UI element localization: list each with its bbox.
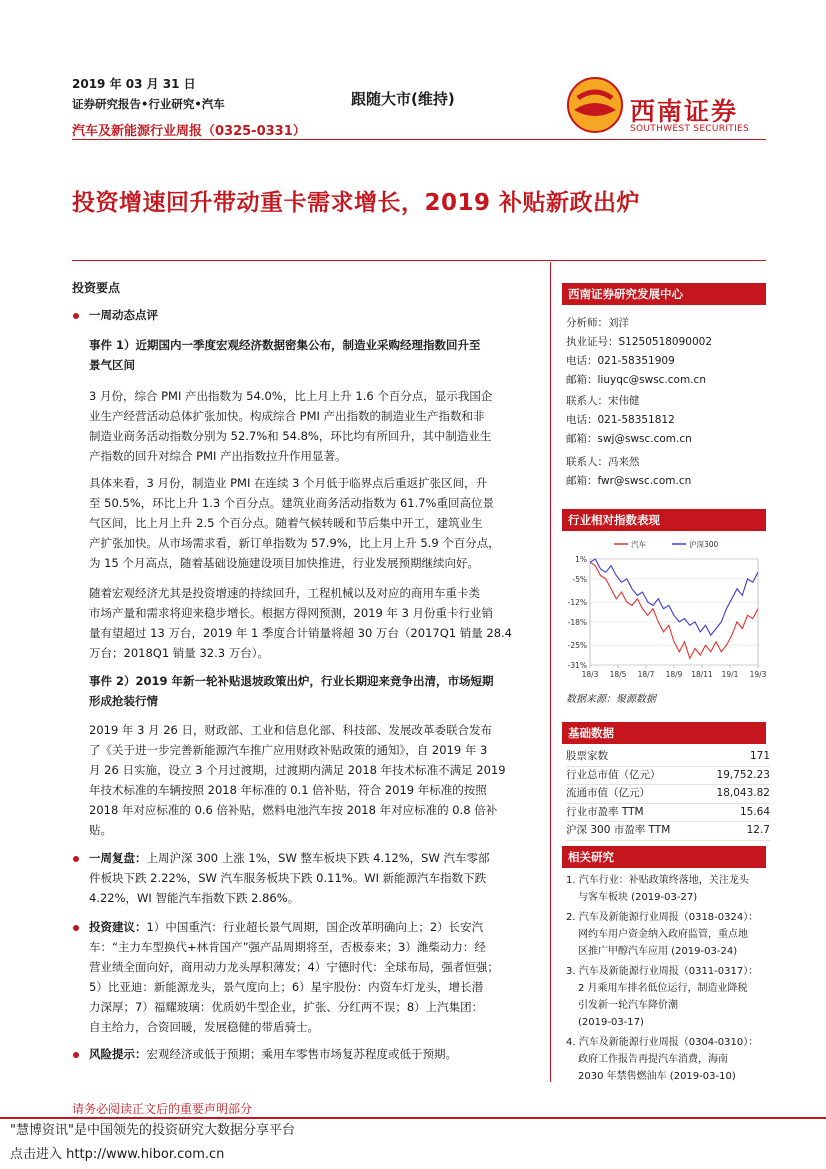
list-item-line: 与客车板块 (2019-03-27) bbox=[578, 892, 698, 903]
x-tick-label: 18/9 bbox=[665, 670, 683, 679]
related-research-list bbox=[566, 872, 770, 1085]
logo-en: SOUTHWEST SECURITIES bbox=[630, 124, 750, 134]
row-value: 18,043.82 bbox=[716, 787, 770, 799]
relative-index-chart bbox=[562, 535, 766, 685]
event2-title bbox=[89, 671, 541, 711]
advice-line: 营业绩全面向好，商用动力龙头厚积薄发；4）宁德时代：全球布局，强者恒强； bbox=[89, 960, 499, 974]
x-tick-label: 18/7 bbox=[637, 670, 655, 679]
row-key: 行业市盈率 TTM bbox=[566, 805, 644, 818]
p2-line: 气区间，比上月上升 2.5 个百分点。随着气候转暖和节后集中开工，建筑业生 bbox=[89, 516, 483, 530]
risk-text: 宏观经济或低于预期；乘用车零售市场复苏程度或低于预期。 bbox=[146, 1047, 457, 1061]
p2-line: 具体来看，3 月份，制造业 PMI 在连续 3 个月低于临界点后重返扩张区间，升 bbox=[89, 476, 488, 490]
p3-line: 市场产量和需求将迎来稳步增长。根据方得网预测，2019 年 3 月份重卡行业销 bbox=[89, 606, 494, 620]
table-row bbox=[566, 748, 770, 767]
paragraph-4 bbox=[89, 720, 541, 840]
y-tick-label: -5% bbox=[572, 574, 587, 584]
risk-label: 风险提示： bbox=[89, 1047, 147, 1061]
advice-line: 1）中国重汽：行业超长景气周期，国企改革明确向上；2）长安汽 bbox=[146, 920, 484, 934]
analyst-line: 执业证号：S1250518090002 bbox=[566, 336, 713, 348]
list-item-line: 政府工作报告再提汽车消费，海南 bbox=[578, 1054, 728, 1065]
advice-line: 力深厚；7）福耀玻璃：优质奶牛型企业，扩张、分红两不误；8）上汽集团： bbox=[89, 1000, 484, 1014]
column-divider bbox=[550, 262, 551, 1082]
risk-warning bbox=[89, 1044, 541, 1064]
analyst-line: 电话：021-58351909 bbox=[566, 355, 675, 367]
title-rule bbox=[72, 260, 766, 261]
p4-line: 年技术标准的车辆按照 2018 年标准的 0.1 倍补贴，符合 2019 年标准的按照 bbox=[89, 783, 487, 797]
paragraph-2 bbox=[89, 473, 541, 573]
watermark-line: "慧博资讯"是中国领先的投资研究大数据分享平台 bbox=[10, 1123, 295, 1138]
x-tick-label: 18/3 bbox=[581, 670, 599, 679]
contact-email[interactable]: 邮箱：swj@swsc.com.cn bbox=[566, 433, 692, 445]
advice-line: 5）比亚迪：新能源龙头，景气度向上；6）星宇股份：内资车灯龙头，增长潜 bbox=[89, 980, 484, 994]
row-key: 沪深 300 市盈率 TTM bbox=[566, 824, 671, 836]
logo-icon bbox=[566, 76, 624, 134]
chart-source: 数据来源：聚源数据 bbox=[566, 694, 656, 705]
row-key: 股票家数 bbox=[566, 750, 608, 762]
list-item-line: 引发新一轮汽车降价潮 bbox=[578, 1000, 678, 1011]
event1-title bbox=[89, 335, 541, 375]
event1-title-l2: 景气区间 bbox=[89, 358, 135, 372]
p3-line: 万台；2018Q1 销量 32.3 万台）。 bbox=[89, 646, 269, 660]
table-row bbox=[566, 785, 770, 804]
list-item-line: 2030 年禁售燃油车 (2019-03-10) bbox=[578, 1071, 736, 1082]
related-research-header: 相关研究 bbox=[562, 846, 766, 868]
bullet-weekly-review: 一周动态点评 bbox=[89, 308, 158, 322]
advice-line: 车：“主力车型换代+林肯国产”强产品周期将至，否极泰来；3）潍柴动力：经 bbox=[89, 940, 486, 954]
logo-cn: 西南证券 bbox=[630, 97, 739, 126]
paragraph-3 bbox=[89, 583, 541, 663]
p4-line: 2019 年 3 月 26 日，财政部、工业和信息化部、科技部、发展改革委联合发布 bbox=[89, 723, 492, 737]
list-item-line: (2019-03-17) bbox=[578, 1017, 644, 1028]
x-tick-label: 18/5 bbox=[609, 670, 627, 679]
basic-data-table bbox=[566, 748, 770, 841]
section-title: 投资要点 bbox=[72, 281, 121, 295]
paragraph-1 bbox=[89, 386, 541, 466]
weekly-title: 汽车及新能源行业周报（0325-0331） bbox=[72, 124, 306, 139]
list-item-line: 网约车用户资金纳入政府监管，重点地 bbox=[578, 929, 748, 940]
review-line: 上周沪深 300 上涨 1%，SW 整车板块下跌 4.12%，SW 汽车零部 bbox=[146, 851, 490, 865]
legend-label: 沪深300 bbox=[689, 540, 719, 549]
y-tick-label: 1% bbox=[575, 555, 587, 564]
contact-email[interactable]: 邮箱：fwr@swsc.com.cn bbox=[566, 475, 692, 487]
list-item[interactable] bbox=[566, 872, 770, 906]
analyst-email[interactable]: 邮箱：liuyqc@swsc.com.cn bbox=[566, 374, 706, 386]
report-type: 证券研究报告•行业研究•汽车 bbox=[72, 97, 225, 111]
bullet-icon bbox=[73, 1052, 79, 1058]
p4-line: 2018 年对应标准的 0.6 倍补贴，燃料电池汽车按 2018 年对应标准的 0.8 倍补 bbox=[89, 803, 498, 817]
p2-line: 产扩张加快。从市场需求看，新订单指数为 57.9%，比上月上升 5.9 个百分点， bbox=[89, 536, 500, 550]
contact-line: 联系人：宋伟健 bbox=[566, 395, 640, 407]
report-date: 2019 年 03 月 31 日 bbox=[72, 77, 196, 91]
event2-title-l2: 形成抢装行情 bbox=[89, 694, 158, 708]
review-label: 一周复盘： bbox=[89, 851, 147, 865]
y-tick-label: -31% bbox=[567, 661, 587, 670]
p4-line: 贴。 bbox=[89, 823, 112, 837]
p1-line: 3 月份，综合 PMI 产出指数为 54.0%，比上月上升 1.6 个百分点，显示我国企 bbox=[89, 389, 493, 403]
table-row bbox=[566, 804, 770, 823]
table-row bbox=[566, 767, 770, 786]
row-key: 流通市值（亿元） bbox=[566, 787, 650, 799]
review-line: 件板块下跌 2.22%，SW 汽车服务板块下跌 0.11%。WI 新能源汽车指数下跌 bbox=[89, 871, 487, 885]
review-line: 4.22%，WI 智能汽车指数下跌 2.86%。 bbox=[89, 891, 300, 905]
p1-line: 业生产经营活动总体扩张加快。构成综合 PMI 产出指数的制造业生产指数和非 bbox=[89, 409, 485, 423]
p1-line: 制造业商务活动指数分别为 52.7%和 54.8%，环比均有所回升，其中制造业生 bbox=[89, 429, 492, 443]
y-tick-label: -25% bbox=[567, 641, 587, 651]
row-value: 19,752.23 bbox=[716, 768, 770, 781]
watermark-link[interactable]: 点击进入 http://www.hibor.com.cn bbox=[10, 1147, 225, 1162]
bullet-icon bbox=[73, 313, 79, 319]
y-tick-label: -12% bbox=[567, 598, 587, 608]
row-value: 15.64 bbox=[739, 805, 770, 818]
contact-2 bbox=[566, 453, 766, 491]
p4-line: 月 26 日实施，设立 3 个月过渡期，过渡期内满足 2018 年技术标准不满足 2019 bbox=[89, 763, 506, 777]
list-item-line: 4. 汽车及新能源行业周报（0304-0310）： bbox=[566, 1037, 759, 1048]
series-line-auto bbox=[590, 562, 758, 658]
legend-label: 汽车 bbox=[631, 540, 646, 549]
x-tick-label: 19/1 bbox=[721, 670, 739, 679]
investment-advice bbox=[89, 917, 541, 1037]
event2-title-l1: 事件 2）2019 年新一轮补贴退坡政策出炉，行业长期迎来竞争出清，市场短期 bbox=[89, 674, 494, 688]
advice-line: 自主给力，合资回暖，发展稳健的带盾骑士。 bbox=[89, 1020, 319, 1034]
disclaimer-note: 请务必阅读正文后的重要声明部分 bbox=[72, 1102, 253, 1116]
weekly-review bbox=[89, 848, 541, 908]
x-tick-label: 18/11 bbox=[691, 670, 713, 679]
chart-frame bbox=[590, 559, 758, 665]
list-item-line: 区推广甲醇汽车应用 (2019-03-24) bbox=[578, 946, 738, 957]
list-item-line: 3. 汽车及新能源行业周报（0311-0317）： bbox=[566, 966, 759, 977]
basic-data-header: 基础数据 bbox=[562, 722, 766, 744]
p3-line: 量有望超过 13 万台，2019 年 1 季度合计销量将超 30 万台（2017Q1 销量 28.4 bbox=[89, 626, 512, 640]
p1-line: 产指数的回升对综合 PMI 产出指数拉升作用显著。 bbox=[89, 449, 347, 463]
contact-1 bbox=[566, 392, 766, 449]
contact-line: 联系人：冯来然 bbox=[566, 456, 640, 468]
list-item-line: 1. 汽车行业：补贴政策终落地，关注龙头 bbox=[566, 875, 749, 886]
page-title: 投资增速回升带动重卡需求增长，2019 补贴新政出炉 bbox=[72, 190, 641, 216]
x-tick-label: 19/3 bbox=[749, 670, 766, 679]
chart-header: 行业相对指数表现 bbox=[562, 509, 766, 531]
analyst-info bbox=[566, 314, 766, 390]
bullet-icon bbox=[73, 925, 79, 931]
analyst-line: 分析师：刘洋 bbox=[566, 317, 629, 329]
event1-title-l1: 事件 1）近期国内一季度宏观经济数据密集公布，制造业采购经理指数回升至 bbox=[89, 338, 481, 352]
list-item-line: 2. 汽车及新能源行业周报（0318-0324）： bbox=[566, 912, 759, 923]
list-item[interactable] bbox=[566, 1034, 770, 1085]
y-tick-label: -18% bbox=[567, 617, 587, 627]
p2-line: 为 15 个月高点，随着基础设施建设项目加快推进，行业发展预期继续向好。 bbox=[89, 556, 479, 570]
contact-line: 电话：021-58351812 bbox=[566, 414, 675, 426]
research-center-header: 西南证券研究发展中心 bbox=[562, 283, 766, 305]
row-key: 行业总市值（亿元） bbox=[566, 768, 661, 781]
list-item[interactable] bbox=[566, 963, 770, 1031]
advice-label: 投资建议： bbox=[89, 920, 147, 934]
row-value: 12.7 bbox=[746, 824, 770, 836]
list-item-line: 2 月乘用车排名低位运行，制造业降税 bbox=[578, 983, 748, 994]
bullet-icon bbox=[73, 856, 79, 862]
list-item[interactable] bbox=[566, 909, 770, 960]
p2-line: 至 50.5%，环比上升 1.3 个百分点。建筑业商务活动指数为 61.7%重回高位景 bbox=[89, 496, 494, 510]
p4-line: 了《关于进一步完善新能源汽车推广应用财政补贴政策的通知》，自 2019 年 3 bbox=[89, 743, 488, 757]
header-rule bbox=[72, 139, 766, 140]
rating: 跟随大市(维持) bbox=[351, 90, 455, 108]
row-value: 171 bbox=[749, 750, 770, 762]
table-row bbox=[566, 822, 770, 841]
p3-line: 随着宏观经济尤其是投资增速的持续回升，工程机械以及对应的商用车重卡类 bbox=[89, 586, 480, 600]
